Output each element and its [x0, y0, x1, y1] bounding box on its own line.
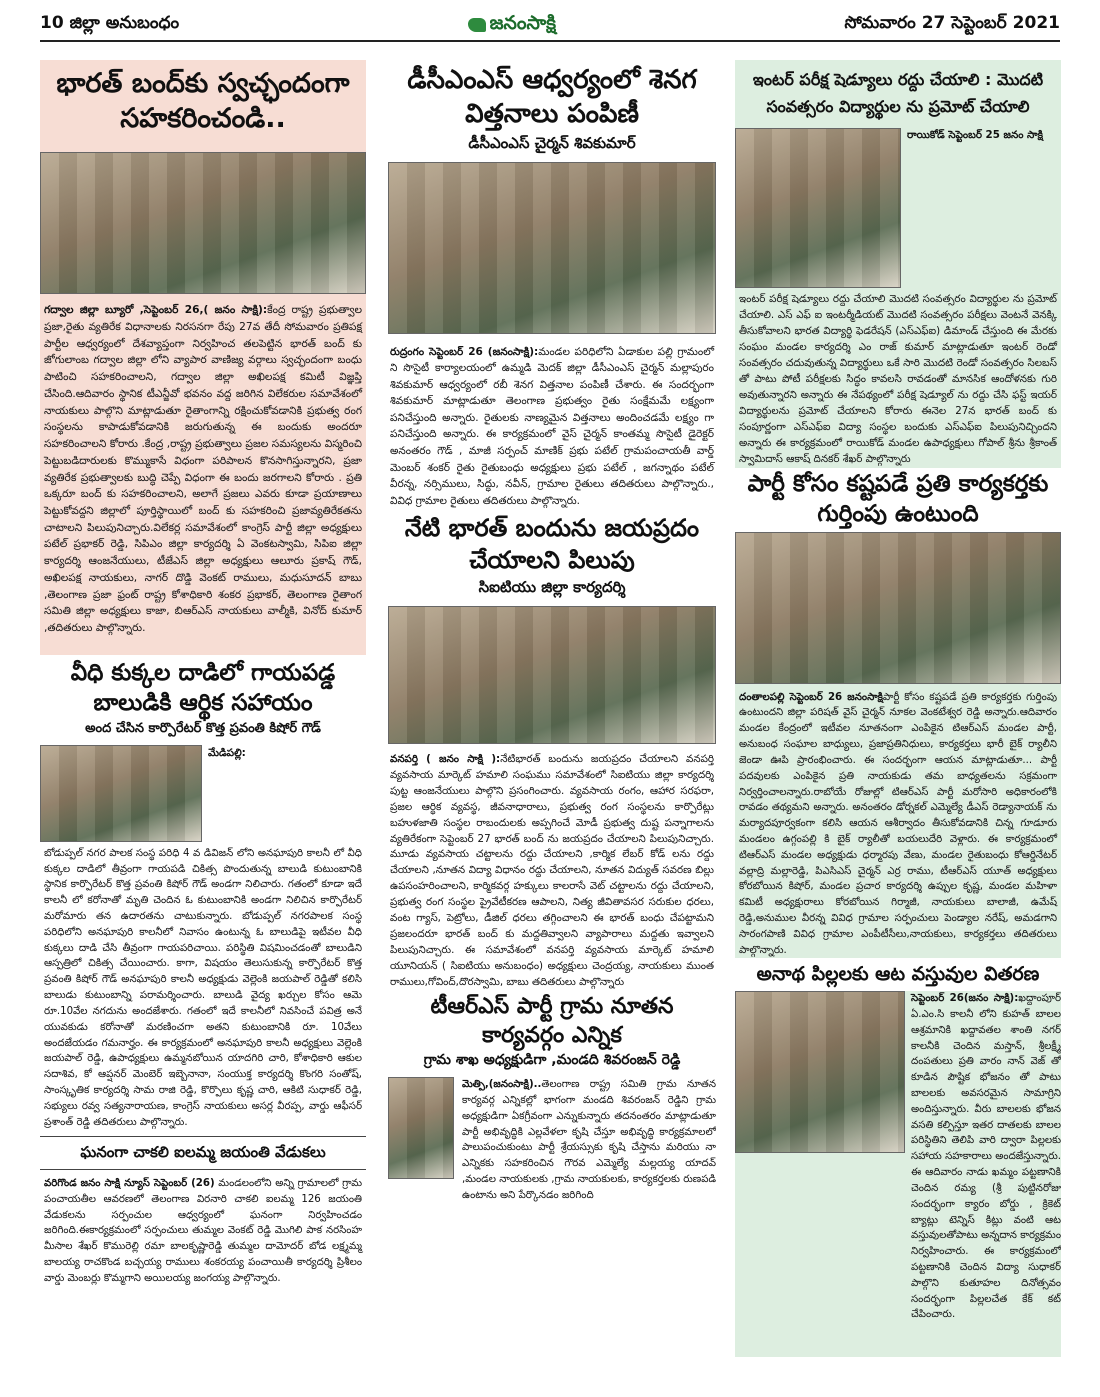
portrait-photo — [388, 1077, 454, 1179]
article-headline: వీధి కుక్కల దాడిలో గాయపడ్డ బాలుడికి ఆర్థిక సహాయం — [70, 660, 336, 716]
article-row — [40, 745, 366, 842]
article-body-lead — [208, 745, 246, 842]
article-headline: ఇంటర్ పరీక్ష షెడ్యూలు రద్దు చేయాలి : మొదటి సంవత్సరం విద్యార్థుల ను ప్రమోట్ చేయాలి — [752, 70, 1044, 117]
article-row — [388, 1077, 716, 1204]
article-text: మండల పరిధిలోని ఏడాకుల పల్లి గ్రామంలో ని సొసైటీ కార్యాలయంలో ఉమ్మడి మెదక్ జిల్లా డీసీఎంఎస్ చైర్మన్ మల్లాపురం శివకుమార్ ఆధ్వర్యంలో రబీ శెనగ విత్తనాల పంపిణీ చేశారు. ఈ సందర్భంగా శివకుమార్ మాట్లాడుతూ తెలంగాణ ప్రభుత్వం రైతు సంక్షేమమే లక్ష్యంగా పనిచేస్తుంది అన్నారు. రైతులకు నాణ్యమైన విత్తనాలు అందించడమే లక్ష్యం గా పనిచేస్తుంది అన్నారు. ఈ కార్యక్రమంలో వైస్ చైర్మన్ కాంతమ్మ సొసైటీ డైరెక్టర్ అనంతరం గౌడ్ , మాజీ సర్పంచ్ మాణిక్ ప్రభు పటేల్ గ్రామపంచాయతీ వార్డ్ మెంబర్ శంకర్ రైతు రైతుబంధు అధ్యక్షులు ప్రభు పటేల్ , జగన్నాథం పటేల్ వీరన్న, నర్సిములు, సిద్ధు, నవీన్, గ్రామాల రైతులు తదితరులు పాల్గొన్నారు., వివిధ గ్రామాల రైతులు తదితరులు పాల్గొన్నారు. — [390, 345, 714, 507]
article-text: కేంద్ర రాష్ట్ర ప్రభుత్వాల ప్రజా,రైతు వ్యతిరేక విధానాలకు నిరసనగా రేపు 27వ తేదీ సోమవారం ప్రతిపక్ష పార్టీల ఆధ్వర్యంలో దేశవ్యాప్తంగా నిర్వహించ తలపెట్టిన భారత్ బంద్ కు జోగులాంబ గద్వాల జిల్లా లోని వ్యాపార వాణిజ్య వర్గాలు స్వచ్ఛందంగా బంధు పాటించి సహకరించాలని, గద్వాల జిల్లా అఖిలపక్ష కమిటీ విజ్ఞప్తి చేసింది.ఆదివారం స్థానిక టీఎన్జీవో భవనం వద్ద జరిగిన విలేకరుల సమావేశంలో నాయకులు పాల్గొని మాట్లాడుతూ రైతాంగాన్ని రక్షించుకోవడానికి ప్రభుత్వ రంగ సంస్థలను కాపాడుకోవడానికి జరుగుతున్న ఈ బందుకు అందరూ సహకరించాలని కోరారు .కేంద్ర ,రాష్ట్ర ప్రభుత్వాలు ప్రజల సమస్యలను విస్మరించి పెట్టుబడిదారులకు కొమ్ముకాసే విధంగా పరిపాలన కొనసాగిస్తున్నారని, ప్రజా వ్యతిరేక ప్రభుత్వాలకు బుద్ధి చెప్పే విధంగా ఈ బందు జరగాలని కోరారు . ప్రతి ఒక్కరూ బంద్ కు సహకరించాలని, అలాగే ప్రజలు ఎవరు కూడా ప్రయాణాలు పెట్టుకోవద్దని జిల్లాలో పూర్తిస్థాయిలో బంద్ కు సహకరించి ప్రజావ్యతిరేకతను చాటాలని పిలుపునిచ్చారు.విలేకర్ల సమావేశంలో కాంగ్రెస్ పార్టీ జిల్లా అధ్యక్షులు పటేల్ ప్రభాకర్ రెడ్డి, సిపిఎం జిల్లా కార్యదర్శి ఏ వెంకటస్వామి, సిపిఐ జిల్లా కార్యదర్శి ఆంజనేయులు, టీజేఎస్ జిల్లా అధ్యక్షులు ఆలూరు ప్రకాష్ గౌడ్, అఖిలపక్ష నాయకులు, నాగర్ దొడ్డి వెంకట్ రాములు, మధుసూదన్ బాబు ,తెలంగాణ ప్రజా ఫ్రంట్ రాష్ట్ర కోశాధికారి శంకర ప్రభాకర్, తెలంగాణ రైతాంగ సమితి జిల్లా అధ్యక్షులు కాజా, బిఆర్ఎస్ నాయకులు వాల్మీకి, వినోద్ కుమార్ ,తదితరులు పాల్గొన్నారు. — [44, 304, 362, 635]
article-photo — [735, 128, 901, 288]
logo-text: జనంసాక్షి — [489, 11, 557, 34]
column-1 — [40, 60, 366, 655]
article-dateline: మేడిపల్లి: — [208, 746, 246, 759]
article-dateline: వనపర్తి ( జనం సాక్షి ): — [390, 752, 501, 765]
article-headline: నేటి భారత్ బందును జయప్రదం చేయాలని పిలుపు — [404, 514, 700, 574]
article-dateline: మెత్పి,(జనంసాక్షి).. — [462, 1079, 542, 1091]
issue-date: సోమవారం 27 సెప్టెంబర్ 2021 — [844, 13, 1060, 33]
divider — [40, 1169, 366, 1170]
article-body — [388, 344, 716, 510]
masthead — [40, 10, 1060, 42]
article-body — [40, 1176, 366, 1287]
article-body — [462, 1077, 716, 1204]
column-1-lower — [40, 655, 366, 1357]
article-row — [735, 124, 1061, 288]
article-headline: పార్టీ కోసం కష్టపడే ప్రతి కార్యకర్తకు గుర్తింపు ఉంటుంది — [735, 468, 1061, 532]
article-text: బోడుప్పల్ నగర పాలక సంస్థ పరిధి 4 వ డివిజన్ లోని అనఘాపురి కాలనీ లో వీధి కుక్కల దాడిలో తీవ్రంగా గాయపడి చికిత్స పొందుతున్న బాలుడి కుటుంబానికి స్థానిక కార్పొరేటర్ కొత్త ప్రవంతి కిషోర్ గౌడ్ అండగా నిలిచారు. గతంలో కూడా ఇదే కాలనీ లో కరోనాతో మృతి చెందిన ఓ కుటుంబానికి అండగా నిలిచిన కార్పొరేటర్ మరోమారు తన ఉదారతను చాటుకున్నారు. బోడుప్పల్ నగరపాలక సంస్థ పరిధిలోని అనఘాపురి కాలనీలో నివాసం ఉంటున్న ఓ బాలుడిపై ఇటీవల వీధి కుక్కలు దాడి చేసి తీవ్రంగా గాయపరిచాయి. పరిస్థితి విషమించడంతో బాలుడిని ఆస్పత్రిలో చికిత్స చేయించారు. కాగా, విషయం తెలుసుకున్న కార్పొరేటర్ కొత్త ప్రవంతి కిషోర్ గౌడ్ అనఘాపురి కాలనీ అధ్యక్షుడు వెల్లెంకి జయపాల్ రెడ్డితో కలిసి బాలుడు కుటుంబాన్ని పరామర్శించారు. బాలుడి వైద్య ఖర్చుల కోసం ఆమె రూ.10వేల నగదును అందజేశారు. గతంలో ఇదే కాలనీలో నివసించే పవిత్ర అనే యువకుడు కరోనాతో మరణించగా అతని కుటుంబానికి రూ. 10వేలు అందజేయడం గమనార్హం. ఈ కార్యక్రమంలో అనఘాపురి కాలనీ అధ్యక్షులు వెల్లెంకి జయపాల్ రెడ్డి, ఉపాధ్యక్షులు ఉమ్మనబోయిన యాదగిరి చారి, కోశాధికారి ఆకుల సదాశివ, కో ఆప్షనర్ మెంబెర్ ఇబ్బెనానా, సంయుక్త కార్యదర్శి కొంగరి సంతోష్, సాంస్కృతిక కార్యదర్శి సామ రాజి రెడ్డి, కొర్పొలు కృష్ణ చారి, ఆకిటి సుధాకర్ రెడ్డి, సభ్యులు రవ్వ సత్యనారాయణ, కాంగ్రెస్ నాయకులు అసర్ల వీరప్ప, వార్డు ఆఫీసర్ ప్రశాంత్ రెడ్డి తదితరులు పాల్గొన్నారు. — [44, 847, 362, 1128]
article-body — [388, 752, 716, 991]
article-photo — [40, 745, 202, 842]
article-photo — [388, 162, 716, 334]
article-body-lead — [907, 128, 1043, 288]
article-subheadline: సిఐటియు జిల్లా కార్యదర్శి — [478, 577, 626, 596]
newspaper-logo — [468, 12, 556, 39]
article-text: మండలంలోని అన్ని గ్రామాలలో గ్రామ పంచాయతీల ఆవరణలో తెలంగాణ విరనారి చాకలి ఐలమ్మ 126 జయంతి వేడుకలను సర్పంచుల ఆధ్వర్యంలో ఘనంగా నిర్వహించడం జరిగింది.ఈకార్యక్రమంలో సర్పంచులు తుమ్మల వెంకట్ రెడ్డి మొగిలి పాక నరసింహ మీసాల శేఖర్ కొమురెల్లి రమా బాలకృష్ణారెడ్డి తుమ్మల దామోదర్ బోడ లక్ష్మమ్మ బాలయ్య రాచకొండ బచ్చయ్య రాములు శంకరయ్య పంచాయితీ కార్యదర్శి ప్రిశీలం వార్డు మెంబర్లు కొమ్మగాని అయిలయ్య జంగయ్య పాల్గొన్నారు. — [44, 1177, 362, 1284]
article-dateline: వరిగొండ జనం సాక్షి న్యూస్ సెప్టెంబర్ (26) — [44, 1177, 215, 1189]
page-label: 10 జిల్లా అనుబంధం — [40, 13, 180, 33]
divider — [40, 1136, 366, 1137]
column-2 — [388, 60, 716, 1357]
article-photo — [388, 606, 716, 744]
article-photo — [735, 532, 1061, 684]
article-headline: టీఆర్ఎస్ పార్టీ గ్రామ నూతన కార్యవర్గం ఎన్నిక — [430, 994, 674, 1048]
article-subheadline: గ్రామ శాఖ అధ్యక్షుడిగా ,మండది శివరంజన్ రెడ్డి — [423, 1052, 681, 1069]
article-body — [40, 846, 366, 1131]
leaf-icon — [468, 18, 486, 32]
article-text: ఇంటర్ పరీక్ష షెడ్యూలు రద్దు చేయాలి మొదటి సంవత్సరం విద్యార్థుల ను ప్రమోట్ చేయాలి. ఎస్ ఎఫ్ ఐ ఇంటర్మీడియట్ మొదటి సంవత్సరం పరీక్షలు వెంటనే వెనక్కి తీసుకోవాలని భారత విద్యార్థి ఫెడరేషన్ (ఎస్ఎఫ్ఐ) డిమాండ్ చేస్తుంది ఈ మేరకు సంఘం మండల కార్యదర్శి ఎం రాజ్ కుమార్ మాట్లాడుతూ ఇంటర్ రెండో సంవత్సరం చదువుతున్న విద్యార్థులు ఒకే సారి మొదటి రెండో సంవత్సరం సిలబస్ తో పాటు పోటీ పరీక్షలకు సిద్ధం కావలసి రావడంతో మానసిక ఆందోళనకు గురి అవుతున్నారని అన్నారు ఈ నేపథ్యంలో పరీక్ష షెడ్యూల్ ను రద్దు చేసి ఫస్ట్ ఇయర్ విద్యార్థులను ప్రమోట్ చేయాలని కోరారు ఈనెల 27న భారత్ బంద్ కు సంపూర్ణంగా ఎస్ఎఫ్ఐ విద్యా సంస్థల బందుకు ఎస్ఎఫ్ఐ పిలుపునిచ్చిందని అన్నారు ఈ కార్యక్రమంలో రాయికోడ్ మండల ఉపాధ్యక్షులు గోపాల్ శ్రీను శ్రీకాంత్ స్వామిదాస్ ఆకాష్ దినకర్ శేఖర్ పాల్గొన్నారు — [739, 293, 1057, 465]
article-body — [735, 690, 1061, 959]
article-headline: అనాథ పిల్లలకు ఆట వస్తువుల వితరణ — [735, 958, 1061, 991]
article-dateline: దంతాలపల్లి సెప్టెంబర్ 26 జనంసాక్షి — [739, 691, 883, 703]
article-headline: డీసీఎంఎస్ ఆధ్వర్యంలో శెనగ విత్తనాలు పంపిణీ — [407, 65, 697, 129]
article-dateline: గద్వాల జిల్లా బ్యూరో ,సెప్టెంబర్ 26,( జనం సాక్షి): — [44, 304, 268, 317]
article-text: నేటిభారత్ బందును జయప్రదం చేయాలని వనపర్తి వ్యవసాయ మార్కెట్ హమాలి సంఘము సమావేశంలో సిఐటియు జిల్లా కార్యదర్శి పుట్ట ఆంజనేయులు పాల్గొని ప్రసంగించారు. వ్యవసాయ రంగం, ఆహార సరఫరా, ప్రజల ఆర్థిక వ్యవస్థ, జీవనాధారాలు, ప్రభుత్వ రంగ సంస్థలను కార్పొరేట్లు బహుళజాతి సంస్థల రాబందులకు అప్పగించే మోడీ ప్రభుత్వ దుష్ట పన్నాగాలను వ్యతిరేకంగా సెప్టెంబర్ 27 భారత్ బంద్ ను జయప్రదం చేయాలని పిలుపునిచ్చారు. మూడు వ్యవసాయ చట్టాలను రద్దు చేయాలని ,కార్మిక లేబర్ కోడ్ లను రద్దు చేయాలని ,నూతన విద్యా విధానం రద్దు చేయాలని, నూతన విద్యుత్ సవరణ బిల్లు ఉపసంహరించాలని, కార్మికవర్గ హక్కులు కాలరాసే వెట్ చట్టాలను రద్దు చేయాలని, ప్రభుత్వ రంగ సంస్థల ప్రైవేటీకరణ ఆపాలని, నిత్య జీవితావసర సరుకుల ధరలు, వంట గ్యాస్, పెట్రోలు, డీజిల్ ధరలు తగ్గించాలని ఈ భారత్ బంధు చేపట్టామని ప్రజలందరూ భారత్ బంద్ కు మద్దతివ్వాలని వ్యాపారాలు మద్దతు ఇవ్వాలని పిలుపునిచ్చారు. ఈ సమావేశంలో వనపర్తి వ్యవసాయ మార్కెట్ హమాలి యూనియన్ ( సిఐటియు అనుబంధం) అధ్యక్షులు చెంద్రయ్య, నాయకులు ముంత రాములు,గోవింద్,దొరస్వామి, బాబు తదితరులు పాల్గొన్నారు — [390, 752, 715, 989]
article-text: తెలంగాణ రాష్ట్ర సమితి గ్రామ నూతన కార్యవర్గ ఎన్నికల్లో భాగంగా మండది శివరంజన్ రెడ్డిని గ్రామ అధ్యక్షుడిగా ఏకగ్రీవంగా ఎన్నుకున్నారు తదనంతరం మాట్లాడుతూ పార్టీ అభివృద్ధికి ఎల్లవేళలా కృషి చేస్తూ అభివృద్ధి కార్యక్రమాలలో పాలుపంచుకుంటు పార్టీ శ్రేయస్సుకు కృషి చేస్తాను మరియు నా ఎన్నికకు సహకరించిన గౌరవ ఎమ్మెల్యే మల్లయ్య యాదవ్ ,మండల నాయకులకు ,గ్రామ నాయకులకు, కార్యకర్తలకు రుణపడి ఉంటాను అని పేర్కొనడం జరిగింది — [462, 1079, 716, 1201]
article-body — [735, 292, 1061, 467]
article-row — [735, 991, 1061, 1323]
article-photo — [40, 152, 366, 294]
article-headline: భారత్ బంద్‌కు స్వచ్ఛందంగా సహకరించండి.. — [56, 68, 350, 135]
article-text: పార్టీ కోసం కష్టపడే ప్రతి కార్యకర్తకు గుర్తింపు ఉంటుందని జిల్లా పరిషత్ వైస్ చైర్మన్ నూకల వెంకటేశ్వర రెడ్డి అన్నారు.ఆదివారం మండల కేంద్రంలో ఇటీవల నూతనంగా ఎంపికైన టిఆర్ఎస్ మండల పార్టీ, అనుబంధ సంఘాల బాధ్యులు, ప్రజాప్రతినిధులు, కార్యకర్తలు భారీ బైక్ ర్యాలీని జెండా ఊపి ప్రారంభించారు. ఈ సందర్భంగా ఆయన మాట్లాడుతూ... పార్టీ పదవులకు ఎంపికైన ప్రతి నాయకుడు తమ బాధ్యతలను సక్రమంగా నిర్వర్తించాలన్నారు.రాబోయే రోజుల్లో టిఆర్ఎస్ పార్టీ మరోసారి అధికారంలోకి రావడం తథ్యమని అన్నారు. అనంతరం డోర్నకల్ ఎమ్మెల్యే డీఎస్ రెడ్యానాయక్ ను మర్యాదపూర్వకంగా కలిసి ఆయన ఆశీర్వాదం తీసుకోవడానికి చిన్న గూడూరు మండలం ఉగ్గంపల్లి కి బైక్ ర్యాలీతో బయలుదేరి వెళ్లారు. ఈ కార్యక్రమంలో టిఆర్ఎస్ మండల అధ్యక్షుడు ధర్మారపు వేణు, మండల రైతుబంధు కోఆర్డినేటర్ వల్లాద్రి మల్లారెడ్డి, పిఎసిఎస్ చైర్మన్ ఎర్ర రాము, టీఆర్ఎస్ యూత్ అధ్యక్షులు కోరబోయిన కిషోర్, మండల ప్రచార కార్యదర్శి ఉప్పుల కృష్ణ, మండల మహిళా కమిటీ అధ్యక్షురాలు కోరబోయిన గిర్మాజీ, నాయకులు బాలాజీ, ఉమేష్ రెడ్డి,అనుముల వీరన్న వివిధ గ్రామాల సర్పంచులు పెండ్యాల నరేష్, అమడగాని సారంగపాణి వివిధ గ్రామాల ఎంపీటీసీలు,నాయకులు, కార్యకర్తలు తదితరులు పాల్గొన్నారు. — [739, 691, 1057, 956]
article-dateline: సెప్టెంబర్ 26(జనం సాక్షి): — [911, 993, 1019, 1005]
article-photo — [735, 991, 905, 1153]
article-dateline: రాయికోడ్ సెప్టెంబర్ 25 జనం సాక్షి — [907, 129, 1044, 142]
article-dateline: రుద్రంగం సెప్టెంబర్ 26 (జనంసాక్షి): — [390, 345, 539, 358]
article-headline: ఘనంగా చాకలి ఐలమ్మ జయంతి వేడుకలు — [80, 1143, 326, 1162]
article-body — [40, 302, 366, 637]
article-body — [911, 991, 1061, 1323]
column-3 — [735, 60, 1061, 1357]
article-subheadline: అంద చేసిన కార్పొరేటర్ కొత్త ప్రవంతి కిషోర్ గౌడ్ — [85, 720, 321, 736]
article-text: ఖద్దాంపూర్ ఏ.ఎం.సి కాలనీ లోని కుహత్ బాలల ఆశ్రమానికి ఖద్దావతల శాంతి నగర్ కాలనీకి చెందిన మస్తాన్, శ్రీలక్ష్మీ దంపతులు ప్రతి వారం నాన్ వెజ్ తో కూడిన పౌష్టిక భోజనం తో పాటు బాలలకు అవసరమైన సామాగ్రిని అందిస్తున్నారు. వీరు బాలలకు భోజన వసతి కల్పిస్తూ ఇతర దాతలకు బాలల పరిస్థితిని తెలిపి వారి ద్వారా పిల్లలకు సహాయ సహకారాలు అందజేస్తున్నారు. ఈ ఆదివారం నాడు ఖమ్మం పట్టణానికి చెందిన రమ్య (శ్రీ పుట్టినరోజు సందర్భంగా క్యారం బోర్డు , క్రికెట్ బ్యాట్లు టెన్నిస్ కిట్లు వంటి ఆట వస్తువులతోపాటు అన్నదాన కార్యక్రమం నిర్వహించారు. ఈ కార్యక్రమంలో పట్టణానికి చెందిన విద్యా సుధాకర్ పాల్గొని కుతూహల దినోత్సవం సందర్భంగా పిల్లలచేత కేక్ కట్ చేపించారు. — [911, 993, 1061, 1321]
article-subheadline: డీసీఎంఎస్ చైర్మన్ శివకుమార్ — [468, 133, 636, 152]
